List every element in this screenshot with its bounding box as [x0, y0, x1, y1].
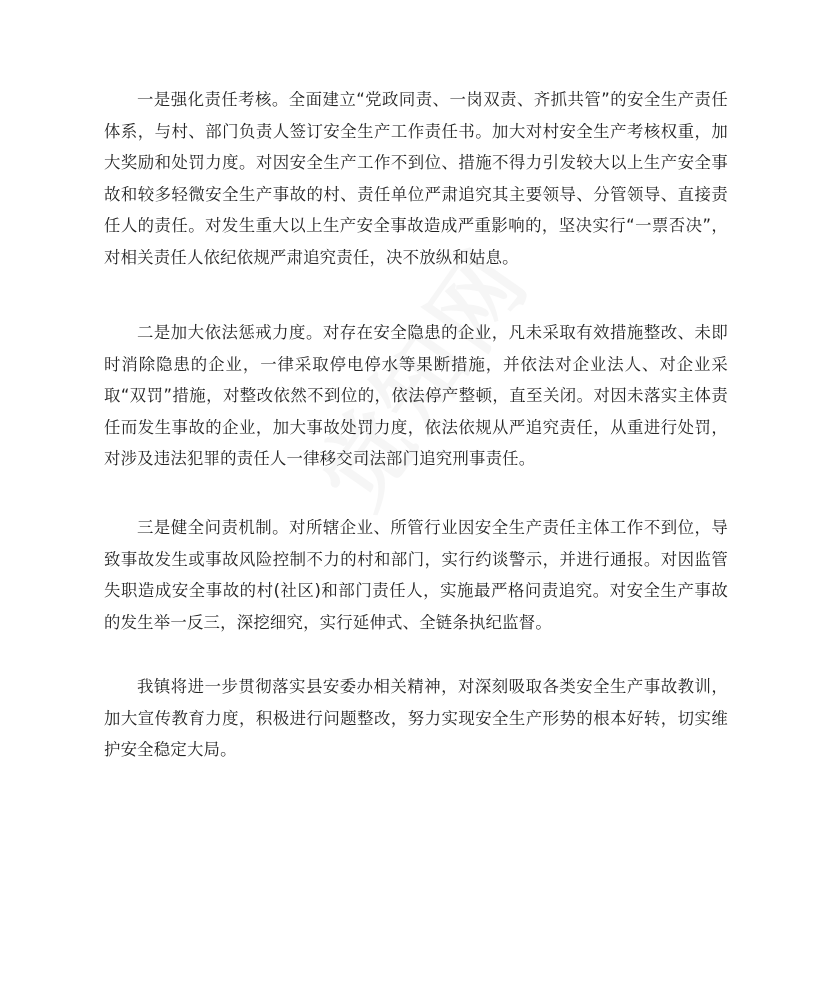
- document-body: [104, 84, 728, 766]
- paragraph-responsibility-assessment: 一是强化责任考核。全面建立“党政同责、一岗双责、齐抓共管”的安全生产责任体系，与村、部门负责人签订安全生产工作责任书。加大对村安全生产考核权重，加大奖励和处罚力度。对因安全生产工作不到位、措施不得力引发较大以上生产安全事故和较多轻微安全生产事故的村、责任单位严肃追究其主要领导、分管领导、直接责任人的责任。对发生重大以上生产安全事故造成严重影响的，坚决实行“一票否决”，对相关责任人依纪依规严肃追究责任，决不放纵和姑息。: [104, 90, 728, 267]
- paragraph-accountability-mechanism: 三是健全问责机制。对所辖企业、所管行业因安全生产责任主体工作不到位，导致事故发生或事故风险控制不力的村和部门，实行约谈警示，并进行通报。对因监管失职造成安全事故的村(社区)和部门责任人，实施最严格问责追究。对安全生产事故的发生举一反三，深挖细究，实行延伸式、全链条执纪监督。: [104, 518, 728, 632]
- paragraph-legal-punishment: 二是加大依法惩戒力度。对存在安全隐患的企业，凡未采取有效措施整改、未即时消除隐患的企业，一律采取停电停水等果断措施，并依法对企业法人、对企业采取“双罚”措施，对整改依然不到位的，依法停产整顿，直至关闭。对因未落实主体责任而发生事故的企业，加大事故处罚力度，依法依规从严追究责任，从重进行处罚，对涉及违法犯罪的责任人一律移交司法部门追究刑事责任。: [104, 323, 728, 468]
- paragraph-conclusion: 我镇将进一步贯彻落实县安委办相关精神，对深刻吸取各类安全生产事故教训，加大宣传教育力度，积极进行问题整改，努力实现安全生产形势的根本好转，切实维护安全稳定大局。: [104, 677, 728, 759]
